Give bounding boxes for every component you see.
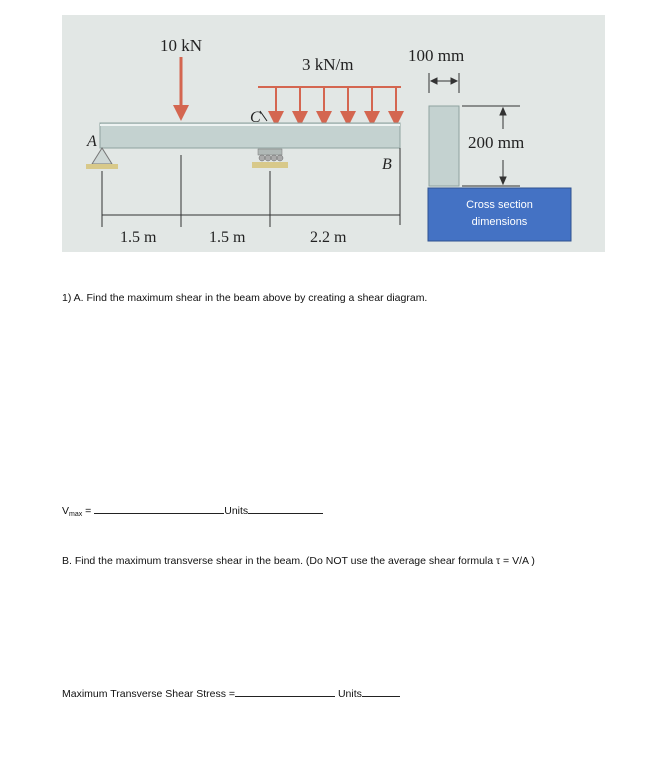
cross-section-rect	[429, 106, 459, 186]
stress-answer-field[interactable]	[235, 686, 335, 697]
span-3-label: 2.2 m	[310, 229, 347, 246]
beam	[100, 123, 400, 148]
stress-label: Maximum Transverse Shear Stress =	[62, 688, 236, 700]
cross-section-button[interactable]	[428, 188, 571, 241]
vmax-units-field[interactable]	[248, 503, 323, 514]
stress-units-field[interactable]	[362, 686, 400, 697]
vmax-units-label: Units	[224, 505, 249, 517]
stress-units-label: Units	[337, 688, 362, 700]
span-2-label: 1.5 m	[209, 229, 246, 246]
point-load-label: 10 kN	[160, 36, 203, 55]
stress-answer-row	[62, 686, 400, 700]
vmax-label: Vmax =	[62, 505, 92, 518]
section-height-label: 200 mm	[468, 133, 525, 152]
question-1-text: 1) A. Find the maximum shear in the beam above by creating a shear diagram.	[62, 292, 428, 304]
point-b-label: B	[382, 156, 392, 173]
cross-section-button-line2: dimensions	[471, 216, 528, 228]
span-1-label: 1.5 m	[120, 229, 157, 246]
vmax-answer-field[interactable]	[94, 503, 224, 514]
section-width-label: 100 mm	[408, 46, 465, 65]
point-c-label: C	[250, 109, 261, 126]
cross-section-button-line1: Cross section	[466, 199, 533, 211]
question-b-text: B. Find the maximum transverse shear in the beam. (Do NOT use the average shear formula τ = V/A )	[62, 555, 535, 567]
point-a-label: A	[87, 133, 97, 150]
distributed-load-label: 3 kN/m	[302, 55, 354, 74]
beam-figure	[62, 15, 605, 252]
vmax-answer-row	[62, 503, 323, 518]
